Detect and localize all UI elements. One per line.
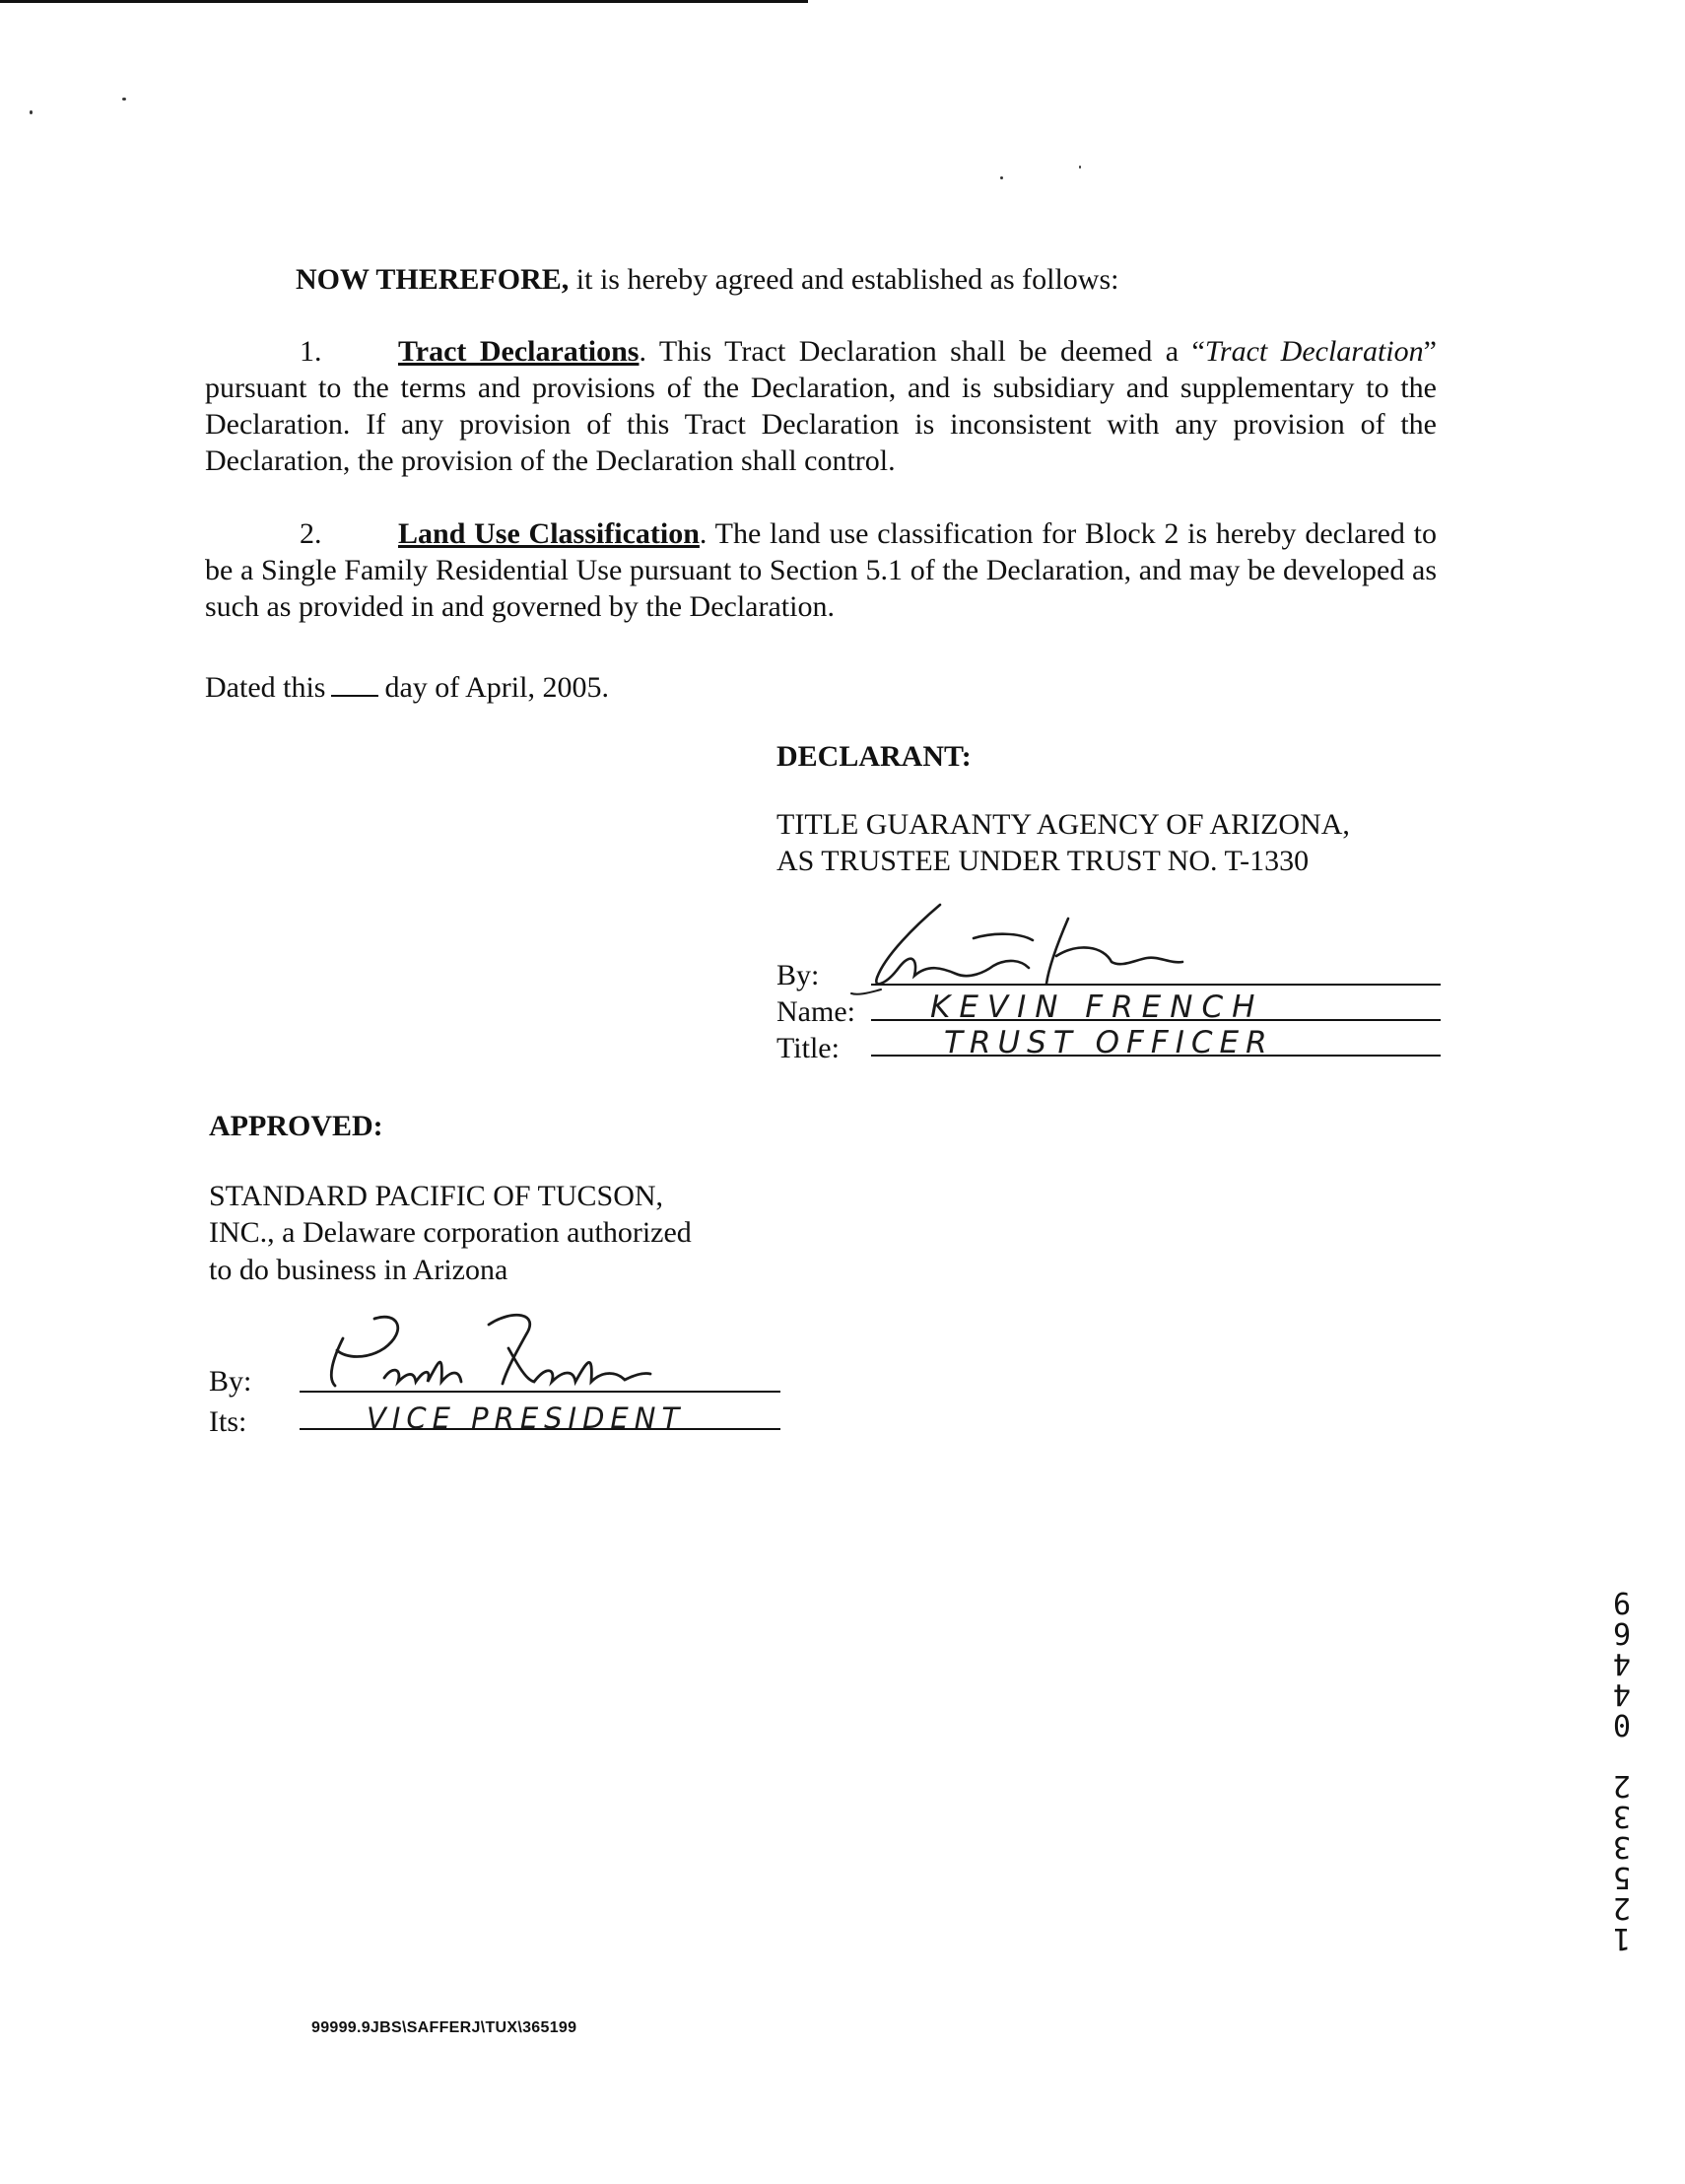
stamp-digit: 5: [1612, 1860, 1632, 1894]
approved-heading: APPROVED:: [209, 1110, 383, 1142]
stamp-digit: [1602, 1740, 1642, 1770]
declarant-name-handwritten: KEVIN FRENCH: [930, 990, 1264, 1025]
stamp-digit: 2: [1612, 1890, 1632, 1925]
approved-by-label: By:: [209, 1365, 252, 1398]
scan-speck: [30, 110, 33, 114]
now-therefore-rest: it is hereby agreed and established as follows:: [569, 263, 1119, 296]
stamp-digit: 1: [1612, 1921, 1632, 1955]
section-1-italic: Tract Declaration: [1204, 335, 1424, 368]
declarant-entity-line2: AS TRUSTEE UNDER TRUST NO. T-1330: [776, 845, 1310, 877]
approved-entity-line2: INC., a Delaware corporation authorized: [209, 1216, 692, 1249]
approved-signature: [315, 1309, 690, 1398]
stamp-digit: 6: [1612, 1615, 1632, 1650]
scan-top-edge: [0, 0, 808, 3]
section-1-paragraph: [205, 333, 1437, 479]
declarant-name-label: Name:: [776, 995, 855, 1028]
declarant-title-handwritten: TRUST OFFICER: [944, 1025, 1274, 1060]
section-2-paragraph: [205, 515, 1437, 625]
section-1-number: 1.: [300, 335, 322, 368]
dated-day-blank: [331, 671, 378, 697]
stamp-digit: 0: [1612, 1707, 1632, 1741]
declarant-signature: [845, 899, 1220, 997]
dated-line: [205, 671, 609, 703]
now-therefore-bold: NOW THEREFORE,: [296, 263, 570, 296]
scan-speck: [1079, 166, 1081, 169]
stamp-digit: 9: [1612, 1585, 1632, 1619]
section-2-text-a: . The land use classification for Block 2 is hereby declared to be a Single Family Residential Use pursuant to Section 5.1 of the Declaration, and may be developed as such as provided in and governed by the Declaration.: [205, 517, 1437, 623]
declarant-by-label: By:: [776, 959, 820, 991]
approved-entity-line3: to do business in Arizona: [209, 1254, 508, 1286]
section-2-heading: Land Use Classification: [398, 517, 700, 550]
declarant-entity-line1: TITLE GUARANTY AGENCY OF ARIZONA,: [776, 808, 1350, 841]
approved-its-label: Its:: [209, 1405, 247, 1438]
stamp-digit: 3: [1612, 1829, 1632, 1864]
dated-suffix: day of April, 2005.: [384, 671, 609, 704]
stamp-digit: 3: [1612, 1799, 1632, 1833]
approved-its-handwritten: VICE PRESIDENT: [367, 1401, 686, 1435]
scan-speck: [1000, 176, 1003, 179]
footer-document-code: 99999.9JBS\SAFFERJ\TUX\365199: [311, 2019, 577, 2036]
stamp-digit: 4: [1612, 1676, 1632, 1711]
approved-entity-line1: STANDARD PACIFIC OF TUCSON,: [209, 1180, 664, 1212]
section-1-text-a: . This Tract Declaration shall be deemed a “: [639, 335, 1205, 368]
scan-speck: [122, 98, 126, 101]
stamp-digit: 2: [1612, 1768, 1632, 1803]
side-recording-number: [1602, 1587, 1642, 1953]
declarant-heading: DECLARANT:: [776, 740, 972, 773]
stamp-digit: 4: [1612, 1646, 1632, 1680]
declarant-title-label: Title:: [776, 1032, 840, 1064]
section-1-text-b: ” pursuant to the terms and provisions of the Declaration, and is subsidiary and supplementary to the Declaration. If any provision of this Tract Declaration is inconsistent with any provision of the Declaration, the provision of the Declaration shall control.: [205, 335, 1437, 477]
section-2-number: 2.: [300, 517, 322, 550]
dated-prefix: Dated this: [205, 671, 326, 704]
now-therefore-line: [296, 265, 1118, 295]
section-1-heading: Tract Declarations: [398, 335, 640, 368]
